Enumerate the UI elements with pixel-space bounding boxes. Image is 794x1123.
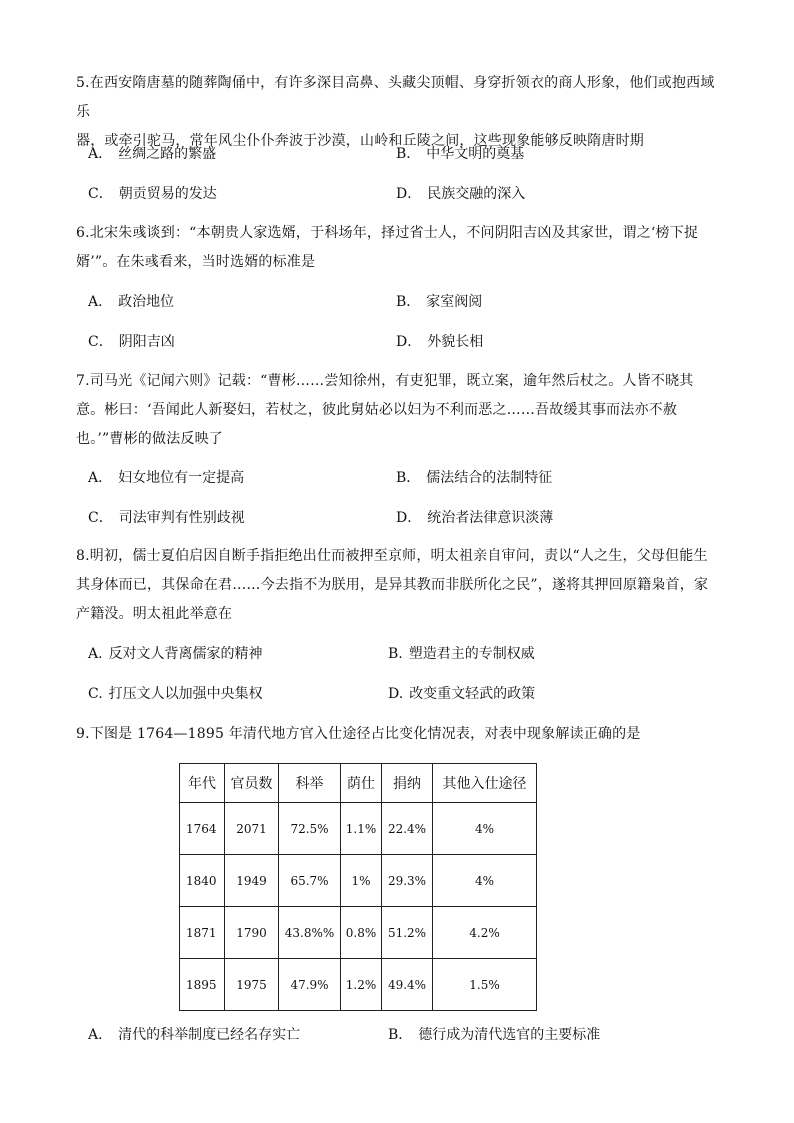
question-8-option-d[interactable] [388,684,535,704]
option-letter: D． [396,334,422,350]
option-text: 司法审判有性别歧视 [118,510,245,526]
question-8-option-b[interactable] [388,644,535,664]
table-cell: 1949 [225,855,279,907]
table-row [180,907,537,959]
table-cell: 1790 [225,907,279,959]
option-letter: C. [88,686,103,702]
option-letter: D. [388,686,404,702]
option-letter: C． [88,186,113,202]
question-7-option-c[interactable] [88,508,245,528]
question-5-line-1: 5.在西安隋唐墓的随葬陶俑中，有许多深目高鼻、头藏尖顶帽、身穿折领衣的商人形象，他们或抱西域乐 [76,75,715,120]
question-5-line-2: 器，或牵引驼马，常年风尘仆仆奔波于沙漠，山岭和丘陵之间，这些现象能够反映隋唐时期 [76,133,644,149]
question-5-option-c[interactable] [88,184,217,204]
option-text: 朝贡贸易的发达 [118,186,217,202]
option-letter: B． [396,294,421,310]
table-cell: 4.2% [433,907,537,959]
officials-entry-table [179,763,537,1011]
option-letter: D． [396,510,422,526]
option-text: 改变重文轻武的政策 [409,686,536,702]
table-cell: 1.5% [433,959,537,1011]
option-letter: A． [88,146,113,162]
table-cell: 1764 [180,803,225,855]
question-6-stem [76,219,726,277]
table-cell: 1840 [180,855,225,907]
option-letter: B. [388,646,403,662]
question-5-stem [76,69,726,156]
option-letter: C． [88,334,113,350]
option-letter: A. [88,646,103,662]
option-text: 政治地位 [118,294,175,310]
question-5-option-a[interactable] [88,144,216,164]
question-6-option-d[interactable] [396,332,483,352]
option-text: 外貌长相 [427,334,484,350]
option-letter: A． [88,294,113,310]
option-letter: D． [396,186,422,202]
table-row [180,855,537,907]
option-text: 妇女地位有一定提高 [118,470,245,486]
option-text: 家室阀阅 [426,294,483,310]
option-text: 反对文人背离儒家的精神 [108,646,263,662]
option-text: 儒法结合的法制特征 [426,470,553,486]
table-cell: 1.1% [341,803,382,855]
table-cell: 43.8%% [279,907,341,959]
header-cell-yinshi: 荫仕 [341,764,382,803]
question-7-option-b[interactable] [396,468,552,488]
table-cell: 2071 [225,803,279,855]
question-7-stem [76,367,726,454]
table-cell: 72.5% [279,803,341,855]
question-5-option-d[interactable] [396,184,525,204]
question-7-option-a[interactable] [88,468,244,488]
option-text: 统治者法律意识淡薄 [427,510,554,526]
question-9-option-a[interactable] [88,1025,300,1045]
question-5-option-b[interactable] [396,144,524,164]
table-row [180,803,537,855]
question-6-option-b[interactable] [396,292,482,312]
table-cell: 4% [433,803,537,855]
question-6-line-2: 婿’”。在朱彧看来，当时选婿的标准是 [76,254,316,270]
table-cell: 51.2% [382,907,433,959]
header-cell-keju: 科举 [279,764,341,803]
option-letter: B． [388,1027,413,1043]
table-header-row [180,764,537,803]
question-7-line-3: 也。’”曹彬的做法反映了 [76,431,224,447]
option-letter: B． [396,470,421,486]
option-text: 民族交融的深入 [427,186,526,202]
question-8-line-1: 8.明初，儒士夏伯启因自断手指拒绝出仕而被押至京师，明太祖亲自审问，责以“人之生，父母但能生 [76,548,708,564]
header-cell-count: 官员数 [225,764,279,803]
option-letter: C． [88,510,113,526]
table-row [180,959,537,1011]
question-6-option-c[interactable] [88,332,175,352]
question-8-option-a[interactable] [88,644,263,664]
question-9-option-b[interactable] [388,1025,600,1045]
table-cell: 1.2% [341,959,382,1011]
table-cell: 1895 [180,959,225,1011]
option-letter: A． [88,1027,113,1043]
option-text: 丝绸之路的繁盛 [118,146,217,162]
option-letter: A． [88,470,113,486]
question-6-option-a[interactable] [88,292,174,312]
table-cell: 1975 [225,959,279,1011]
question-8-stem [76,542,726,629]
question-7-option-d[interactable] [396,508,553,528]
table-cell: 29.3% [382,855,433,907]
question-9-line-1: 9.下图是 1764—1895 年清代地方官入仕途径占比变化情况表，对表中现象解读正确的是 [76,726,641,742]
table-cell: 65.7% [279,855,341,907]
table-cell: 22.4% [382,803,433,855]
option-letter: B． [396,146,421,162]
option-text: 清代的科举制度已经名存实亡 [118,1027,301,1043]
option-text: 塑造君主的专制权威 [408,646,535,662]
table-cell: 49.4% [382,959,433,1011]
option-text: 打压文人以加强中央集权 [108,686,263,702]
question-8-line-3: 产籍没。明太祖此举意在 [76,606,233,622]
table-cell: 1871 [180,907,225,959]
table-cell: 0.8% [341,907,382,959]
table-cell: 1% [341,855,382,907]
option-text: 阴阳吉凶 [118,334,175,350]
question-7-line-2: 意。彬曰：‘吾闻此人新娶妇，若杖之，彼此舅姑必以妇为不利而恶之……吾故缓其事而法亦不赦 [76,402,678,418]
header-cell-other: 其他入仕途径 [433,764,537,803]
header-cell-year: 年代 [180,764,225,803]
question-6-line-1: 6.北宋朱彧谈到：“本朝贵人家选婿，于科场年，择过省士人，不问阴阳吉凶及其家世，谓之‘榜下捉 [76,225,699,241]
table-cell: 47.9% [279,959,341,1011]
option-text: 德行成为清代选官的主要标准 [418,1027,601,1043]
table-cell: 4% [433,855,537,907]
header-cell-juanna: 捐纳 [382,764,433,803]
question-8-line-2: 其身体而已，其保命在君……今去指不为朕用，是异其教而非朕所化之民”，遂将其押回原籍枭首，家 [76,577,709,593]
option-text: 中华文明的奠基 [426,146,525,162]
question-9-stem [76,720,726,749]
question-8-option-c[interactable] [88,684,263,704]
question-7-line-1: 7.司马光《记闻六则》记载：“曹彬……尝知徐州，有吏犯罪，既立案，逾年然后杖之。人皆不晓其 [76,373,694,389]
